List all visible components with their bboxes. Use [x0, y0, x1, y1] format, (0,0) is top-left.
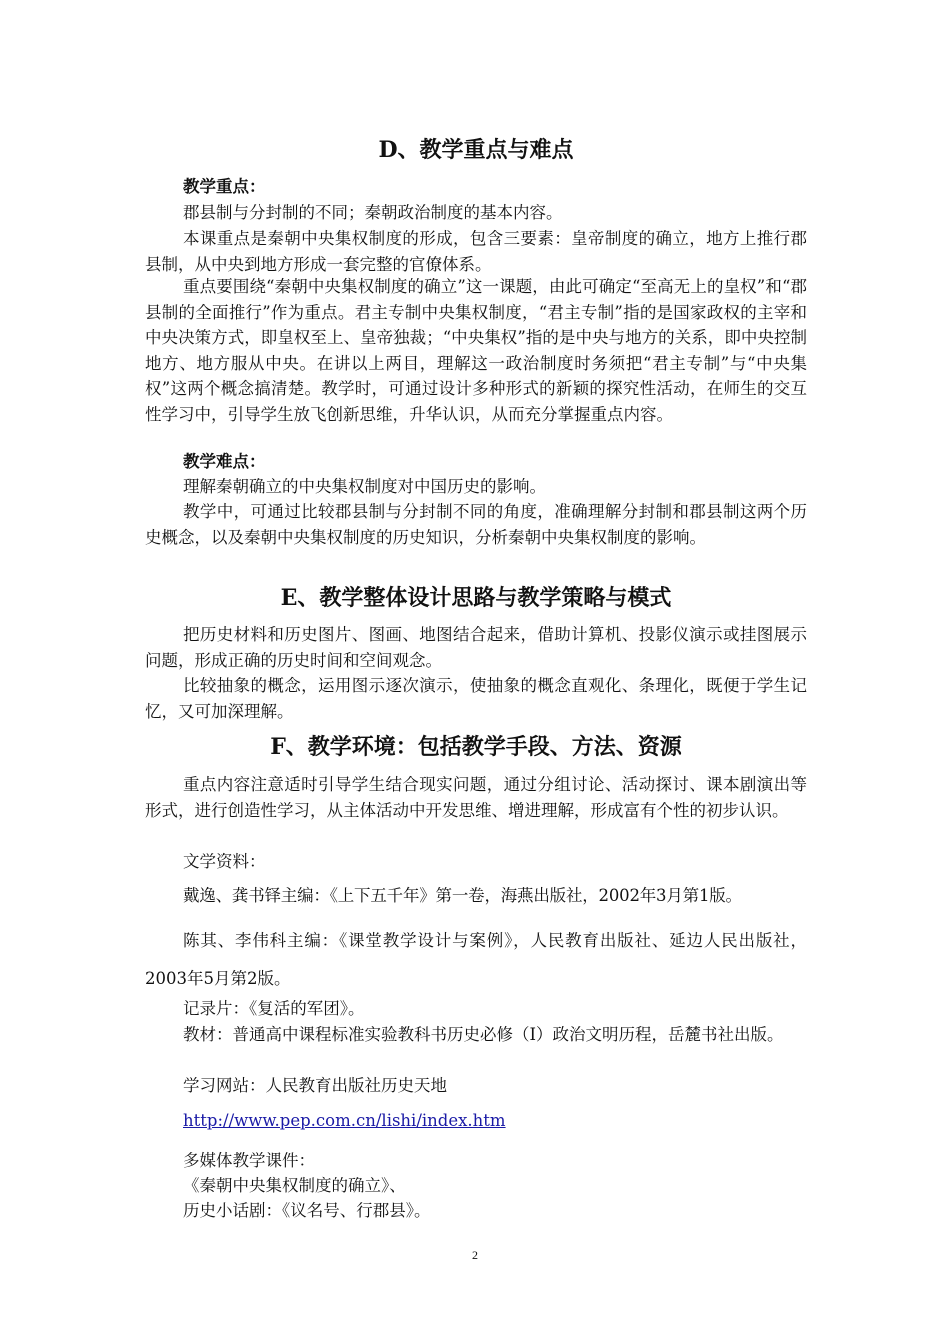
design-p1: 把历史材料和历史图片、图画、地图结合起来，借助计算机、投影仪演示或挂图展示问题，形成正确的历史时间和空间观念。 — [145, 625, 807, 670]
difficulties-p2: 教学中，可通过比较郡县制与分封制不同的角度，准确理解分封制和郡县制这两个历史概念，以及秦朝中央集权制度的历史知识，分析秦朝中央集权制度的影响。 — [145, 502, 807, 547]
reference-2: 陈其、李伟科主编：《课堂教学设计与案例》，人民教育出版社、延边人民出版社，2003年5月第2版。 — [145, 931, 807, 988]
heading-section-e: E、教学整体设计思路与教学策略与模式 — [280, 585, 672, 611]
multimedia-item-2: 历史小话剧：《议名号、行郡县》。 — [183, 1201, 431, 1220]
design-p2: 比较抽象的概念，运用图示逐次演示，使抽象的概念直观化、条理化，既便于学生记忆，又可加深理解。 — [145, 676, 807, 721]
multimedia-item-1: 《秦朝中央集权制度的确立》、 — [183, 1176, 406, 1195]
key-points-p2: 本课重点是秦朝中央集权制度的形成，包含三要素：皇帝制度的确立，地方上推行郡县制，从中央到地方形成一套完整的官僚体系。 — [145, 229, 807, 274]
page-number: 2 — [472, 1248, 478, 1262]
key-points-label: 教学重点： — [183, 177, 266, 196]
key-points-p3: 重点要围绕“秦朝中央集权制度的确立”这一课题，由此可确定“至高无上的皇权”和“郡县制的全面推行”作为重点。君主专制中央集权制度，“君主专制”指的是国家政权的主宰和中央决策方式，即皇权至上、皇帝独裁；“中央集权”指的是中央与地方的关系，即中央控制地方、地方服从中央。在讲以上两目，理解这一政治制度时务须把“君主专制”与“中央集权”这两个概念搞清楚。教学时，可通过设计多种形式的新颖的探究性活动，在师生的交互性学习中，引导学生放飞创新思维，升华认识，从而充分掌握重点内容。 — [145, 277, 807, 424]
website-label: 学习网站：人民教育出版社历史天地 — [183, 1076, 447, 1095]
literature-label: 文学资料： — [183, 852, 266, 871]
documentary: 记录片：《复活的军团》。 — [183, 999, 365, 1018]
textbook: 教材：普通高中课程标准实验教科书历史必修（Ⅰ）政治文明历程，岳麓书社出版。 — [183, 1025, 784, 1044]
difficulties-p1: 理解秦朝确立的中央集权制度对中国历史的影响。 — [183, 477, 546, 496]
multimedia-label: 多媒体教学课件： — [183, 1151, 315, 1170]
website-link[interactable]: http://www.pep.com.cn/lishi/index.htm — [183, 1111, 506, 1130]
environment-p1: 重点内容注意适时引导学生结合现实问题，通过分组讨论、活动探讨、课本剧演出等形式，进行创造性学习，从主体活动中开发思维、增进理解，形成富有个性的初步认识。 — [145, 775, 807, 820]
reference-1: 戴逸、龚书铎主编：《上下五千年》第一卷，海燕出版社，2002年3月第1版。 — [183, 886, 742, 905]
difficulties-label: 教学难点： — [183, 452, 266, 471]
key-points-p1: 郡县制与分封制的不同；秦朝政治制度的基本内容。 — [183, 203, 563, 222]
heading-section-d: D、教学重点与难点 — [378, 137, 574, 163]
heading-section-f: F、教学环境：包括教学手段、方法、资源 — [270, 734, 682, 760]
